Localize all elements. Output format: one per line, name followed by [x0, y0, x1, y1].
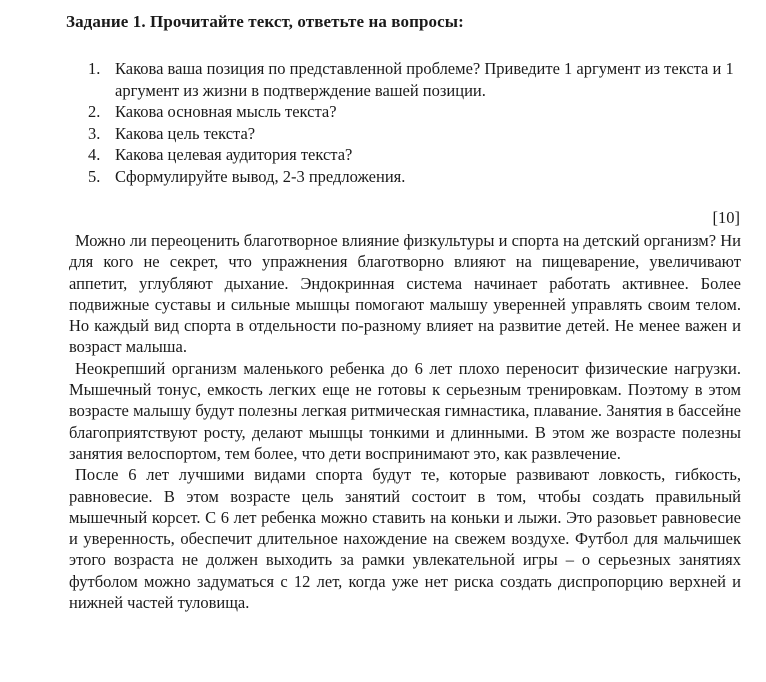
question-item — [88, 123, 743, 145]
task-heading: Задание 1. Прочитайте текст, ответьте на вопросы: — [66, 12, 464, 31]
question-list — [88, 58, 743, 187]
paragraph: Неокрепший организм маленького ребенка до 6 лет плохо переносит физические нагрузки. Мышечный тонус, емкость легких еще не готовы к серьезным тренировкам. Поэтому в этом возрасте малышу будут полезны легкая ритмическая гимнастика, плавание. Занятия в бассейне благоприятствуют росту, делают мышцы тонкими и длинными. В этом же возрасте полезны занятия велоспортом, тем более, что дети воспринимают это, как развлечение. — [69, 358, 741, 463]
question-item — [88, 166, 743, 188]
question-number: 5. — [88, 166, 101, 186]
paragraph: Можно ли переоценить благотворное влияние физкультуры и спорта на детский организм? Ни для кого не секрет, что упражнения благотворно влияют на пищеварение, увеличивают аппетит, углубляют дыхание. Эндокринная система начинает работать активнее. Более подвижные суставы и сильные мышцы помогают малышу уверенней управлять своим телом. Но каждый вид спорта в отдельности по-разному влияет на развитие детей. Не менее важен и возраст малыша. — [69, 231, 741, 357]
text-number-tag: [10] — [712, 208, 740, 227]
question-number: 4. — [88, 145, 101, 164]
paragraph: После 6 лет лучшими видами спорта будут те, которые развивают ловкость, гибкость, равновесие. В этом возрасте цель занятий состоит в том, чтобы создать правильный мышечный корсет. С 6 лет ребенка можно ставить на коньки и лыжи. Это разовьет равновесие и уверенность, обеспечит длительное нахождение на свежем воздухе. Футбол для мальчишек этого возраста не должен выходить за рамки увлекательной игры – о серьезных занятиях футболом можно задуматься с 12 лет, когда уже нет риска создать диспропорцию верхней и нижней частей туловища. — [69, 465, 741, 613]
question-text: Какова ваша позиция по представленной проблеме? Приведите 1 аргумент из текста и 1 аргумент из жизни в подтверждение вашей позиции. — [115, 59, 734, 100]
question-number: 1. — [88, 59, 101, 78]
question-text: Какова цель текста? — [115, 123, 256, 143]
question-item — [88, 58, 743, 101]
question-text: Какова основная мысль текста? — [115, 102, 337, 121]
question-text: Какова целевая аудитория текста? — [115, 145, 353, 164]
question-text: Сформулируйте вывод, 2-3 предложения. — [115, 166, 406, 186]
question-number: 2. — [88, 102, 101, 121]
question-number: 3. — [88, 123, 101, 143]
question-item — [88, 101, 743, 123]
question-item — [88, 144, 743, 166]
reading-text — [69, 230, 741, 613]
